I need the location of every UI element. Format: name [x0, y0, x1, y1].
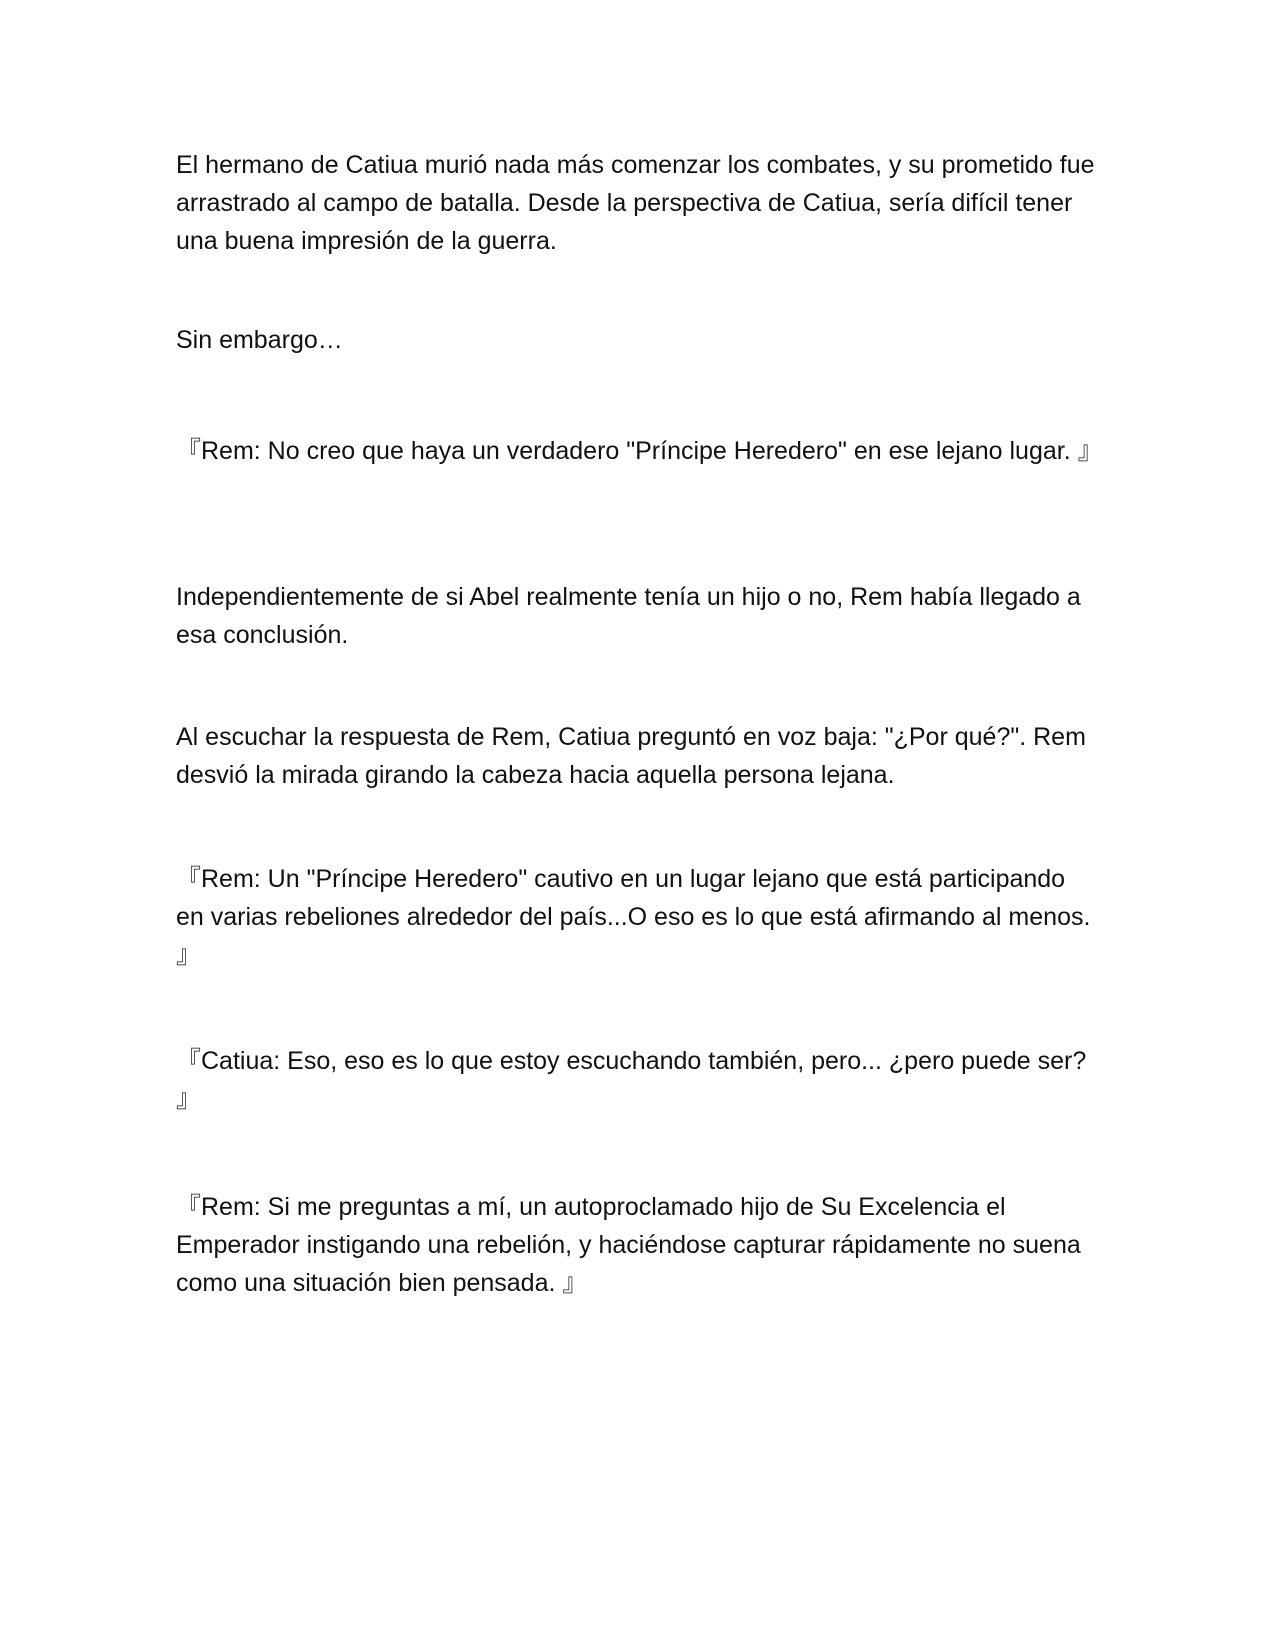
dialogue-rem-1: 『Rem: No creo que haya un verdadero "Príncipe Heredero" en ese lejano lugar. 』 [176, 437, 1103, 465]
paragraph-2: Sin embargo… [176, 326, 343, 354]
dialogue-catiua: 『Catiua: Eso, eso es lo que estoy escuchando también, pero... ¿pero puede ser? 』 [176, 1047, 1087, 1113]
paragraph-3: Independientemente de si Abel realmente tenía un hijo o no, Rem había llegado a esa conclusión. [176, 583, 1081, 649]
paragraph-4: Al escuchar la respuesta de Rem, Catiua preguntó en voz baja: "¿Por qué?". Rem desvió la mirada girando la cabeza hacia aquella persona lejana. [176, 723, 1086, 789]
dialogue-rem-2: 『Rem: Un "Príncipe Heredero" cautivo en un lugar lejano que está participando en varias rebeliones alrededor del país...O eso es lo que está afirmando al menos. 』 [176, 865, 1091, 969]
dialogue-rem-3: 『Rem: Si me preguntas a mí, un autoproclamado hijo de Su Excelencia el Emperador instigando una rebelión, y haciéndose capturar rápidamente no suena como una situación bien pensada. 』 [176, 1193, 1081, 1297]
paragraph-1: El hermano de Catiua murió nada más comenzar los combates, y su prometido fue arrastrado al campo de batalla. Desde la perspectiva de Catiua, sería difícil tener una buena impresión de la guerra. [176, 151, 1095, 255]
